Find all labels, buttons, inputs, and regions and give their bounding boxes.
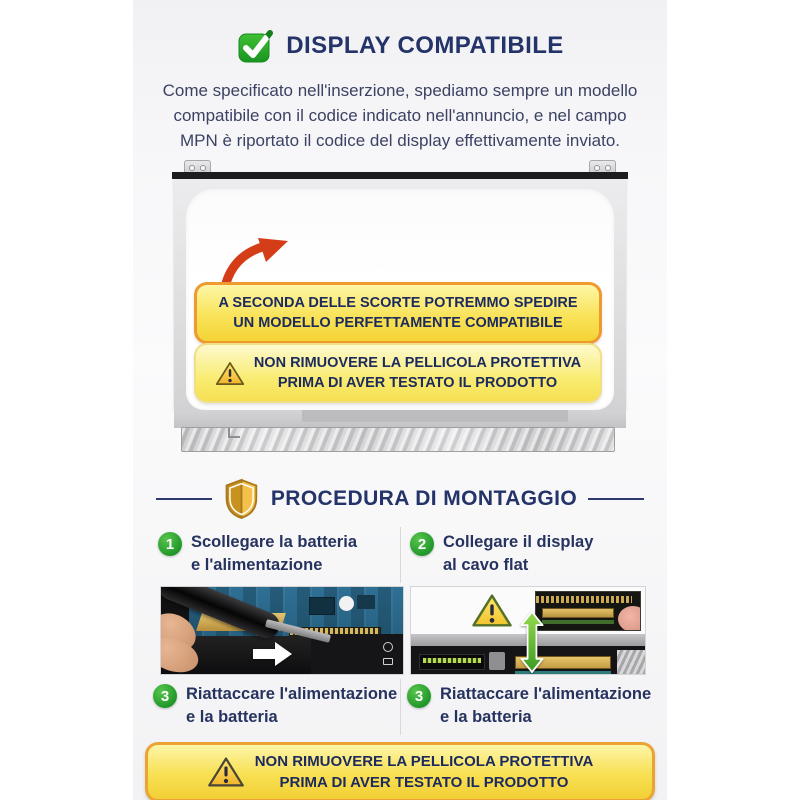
stock-banner-line2: UN MODELLO PERFETTAMENTE COMPATIBILE (233, 315, 563, 331)
photo-flat-cable-connect (410, 586, 646, 675)
lvds-connector (419, 654, 485, 670)
intro-paragraph: Come specificato nell'inserzione, spediamo sempre un modello compatibile con il codice indicato nell'annuncio, e nel campo MPN è riportato il codice del display effettivamente inviato. (162, 81, 638, 150)
footer-banner-line2: PRIMA DI AVER TESTATO IL PRODOTTO (279, 774, 569, 791)
stock-banner-line1: A SECONDA DELLE SCORTE POTREMMO SPEDIRE (218, 295, 578, 311)
warning-icon (471, 592, 513, 629)
steps-row-2 (133, 679, 667, 735)
board-chip (309, 597, 335, 615)
lcd-panel-photo (172, 160, 628, 452)
board-chip (357, 595, 375, 609)
procedure-photos (133, 583, 667, 675)
warning-icon (215, 360, 245, 387)
step-number-badge: 3 (153, 684, 177, 708)
step-number-badge: 2 (410, 532, 434, 556)
film-warning-banner (194, 343, 602, 403)
foil-patch (617, 650, 645, 675)
step-1 (158, 531, 400, 577)
rule-right (588, 498, 644, 500)
page-title: DISPLAY COMPATIBILE (286, 31, 564, 59)
step-3-left (153, 683, 400, 729)
procedure-title: PROCEDURA DI MONTAGGIO (270, 486, 578, 510)
step-3-right-text: Riattaccare l'alimentazione e la batteria (440, 685, 652, 726)
footer-banner-line1: NON RIMUOVERE LA PELLICOLA PROTETTIVA (254, 753, 594, 770)
content-column (133, 0, 667, 800)
connector-latch (489, 652, 505, 670)
step-3-left-cell (133, 679, 400, 735)
photo-battery-disconnect (160, 586, 404, 675)
procedure-heading (133, 478, 667, 519)
green-arrow-icon (515, 611, 549, 673)
panel-top-strip (172, 172, 628, 179)
shield-icon (223, 478, 260, 519)
white-arrow-icon (253, 641, 293, 667)
board-marker (339, 596, 354, 611)
connector-inset-photo (535, 591, 641, 631)
step-1-text: Scollegare la batteria e l'alimentazione (191, 533, 357, 574)
step-2-cell (400, 527, 667, 583)
step-2-text: Collegare il display al cavo flat (443, 533, 594, 574)
step-2 (410, 531, 667, 577)
stock-warning-banner (194, 282, 602, 344)
header (133, 0, 667, 64)
step-3-right (407, 683, 667, 729)
step-3-left-text: Riattaccare l'alimentazione e la batteria (186, 685, 398, 726)
check-icon (236, 27, 274, 64)
panel-bottom-frame (174, 410, 626, 428)
film-banner-line1: NON RIMUOVERE LA PELLICOLA PROTETTIVA (253, 355, 582, 371)
step-number-badge: 3 (407, 684, 431, 708)
film-banner-line2: PRIMA DI AVER TESTATO IL PRODOTTO (277, 375, 558, 391)
steps-row-1 (133, 527, 667, 583)
step-number-badge: 1 (158, 532, 182, 556)
footer-warning-banner (145, 742, 655, 800)
panel-foil-strip (181, 427, 615, 452)
rule-left (156, 498, 212, 500)
step-3-right-cell (400, 679, 667, 735)
step-1-cell (133, 527, 400, 583)
fingertip (618, 606, 641, 631)
warning-icon (207, 755, 245, 789)
